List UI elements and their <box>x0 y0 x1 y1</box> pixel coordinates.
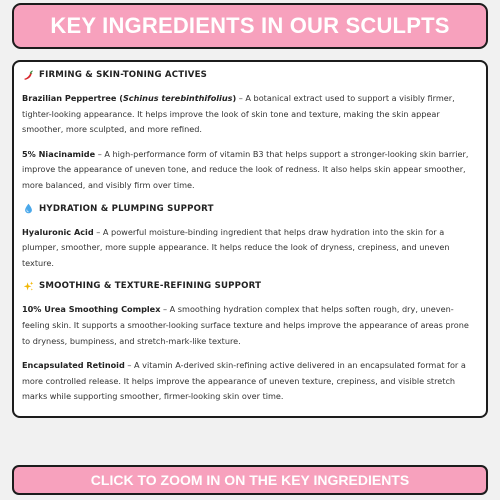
ingredient-description: – A high-performance form of vitamin B3 that helps support a stronger-looking skin barrier, improve the appearance of uneven tone, and reduce the look of redness. It also helps skin appear smoother, more balanced, and visibly firm over time. <box>22 148 469 190</box>
ingredient-paragraph <box>22 225 478 272</box>
chili-pepper-icon <box>22 69 34 81</box>
section-heading-smoothing <box>22 280 478 292</box>
section-heading-label: SMOOTHING & TEXTURE-REFINING SUPPORT <box>39 281 262 292</box>
section-heading-firming <box>22 69 478 81</box>
ingredient-name-close: ) <box>232 93 237 103</box>
ingredient-name: Brazilian Peppertree ( <box>22 93 123 103</box>
ingredient-name: Encapsulated Retinoid <box>22 360 125 371</box>
ingredient-description: – A vitamin A-derived skin-refining active delivered in an encapsulated format for a more controlled release. It helps improve the appearance of uneven texture, crepiness, and visible stretch marks while supporting smoother, firmer-looking skin over time. <box>22 360 466 402</box>
ingredient-paragraph <box>22 358 478 405</box>
ingredient-scientific-name: Schinus terebinthifolius <box>122 93 233 103</box>
water-droplet-icon <box>22 203 34 215</box>
zoom-ingredients-button-label: CLICK TO ZOOM IN ON THE KEY INGREDIENTS <box>90 472 410 488</box>
section-heading-label: HYDRATION & PLUMPING SUPPORT <box>39 203 214 214</box>
ingredient-description: – A botanical extract used to support a visibly firmer, tighter-looking appearance. It helps improve the look of skin tone and texture, making the skin appear smoother, more sculpted, and more refined. <box>22 93 455 135</box>
ingredient-name: 10% Urea Smoothing Complex <box>22 304 161 315</box>
ingredient-paragraph <box>22 147 478 194</box>
section-heading-label: FIRMING & SKIN-TONING ACTIVES <box>39 70 208 80</box>
ingredient-paragraph <box>22 91 478 138</box>
ingredient-name: Hyaluronic Acid <box>22 226 94 237</box>
sparkles-icon <box>22 280 34 292</box>
ingredient-description: – A powerful moisture-binding ingredient that helps draw hydration into the skin for a plumper, smoother, more supple appearance. It helps reduce the look of dryness, crepiness, and uneven texture. <box>22 226 450 268</box>
ingredient-description: – A smoothing hydration complex that helps soften rough, dry, uneven-feeling skin. It supports a smoother-looking surface texture and helps improve the appearance of areas prone to dryness, bumpiness, and stretch-mark-like texture. <box>22 304 469 346</box>
section-heading-hydration <box>22 203 478 215</box>
ingredient-name: 5% Niacinamide <box>22 148 96 159</box>
page-title: KEY INGREDIENTS IN OUR SCULPTS <box>50 13 450 38</box>
ingredients-card <box>12 60 488 418</box>
title-banner <box>12 3 488 49</box>
ingredient-paragraph <box>22 302 478 349</box>
zoom-ingredients-button[interactable] <box>12 465 488 495</box>
